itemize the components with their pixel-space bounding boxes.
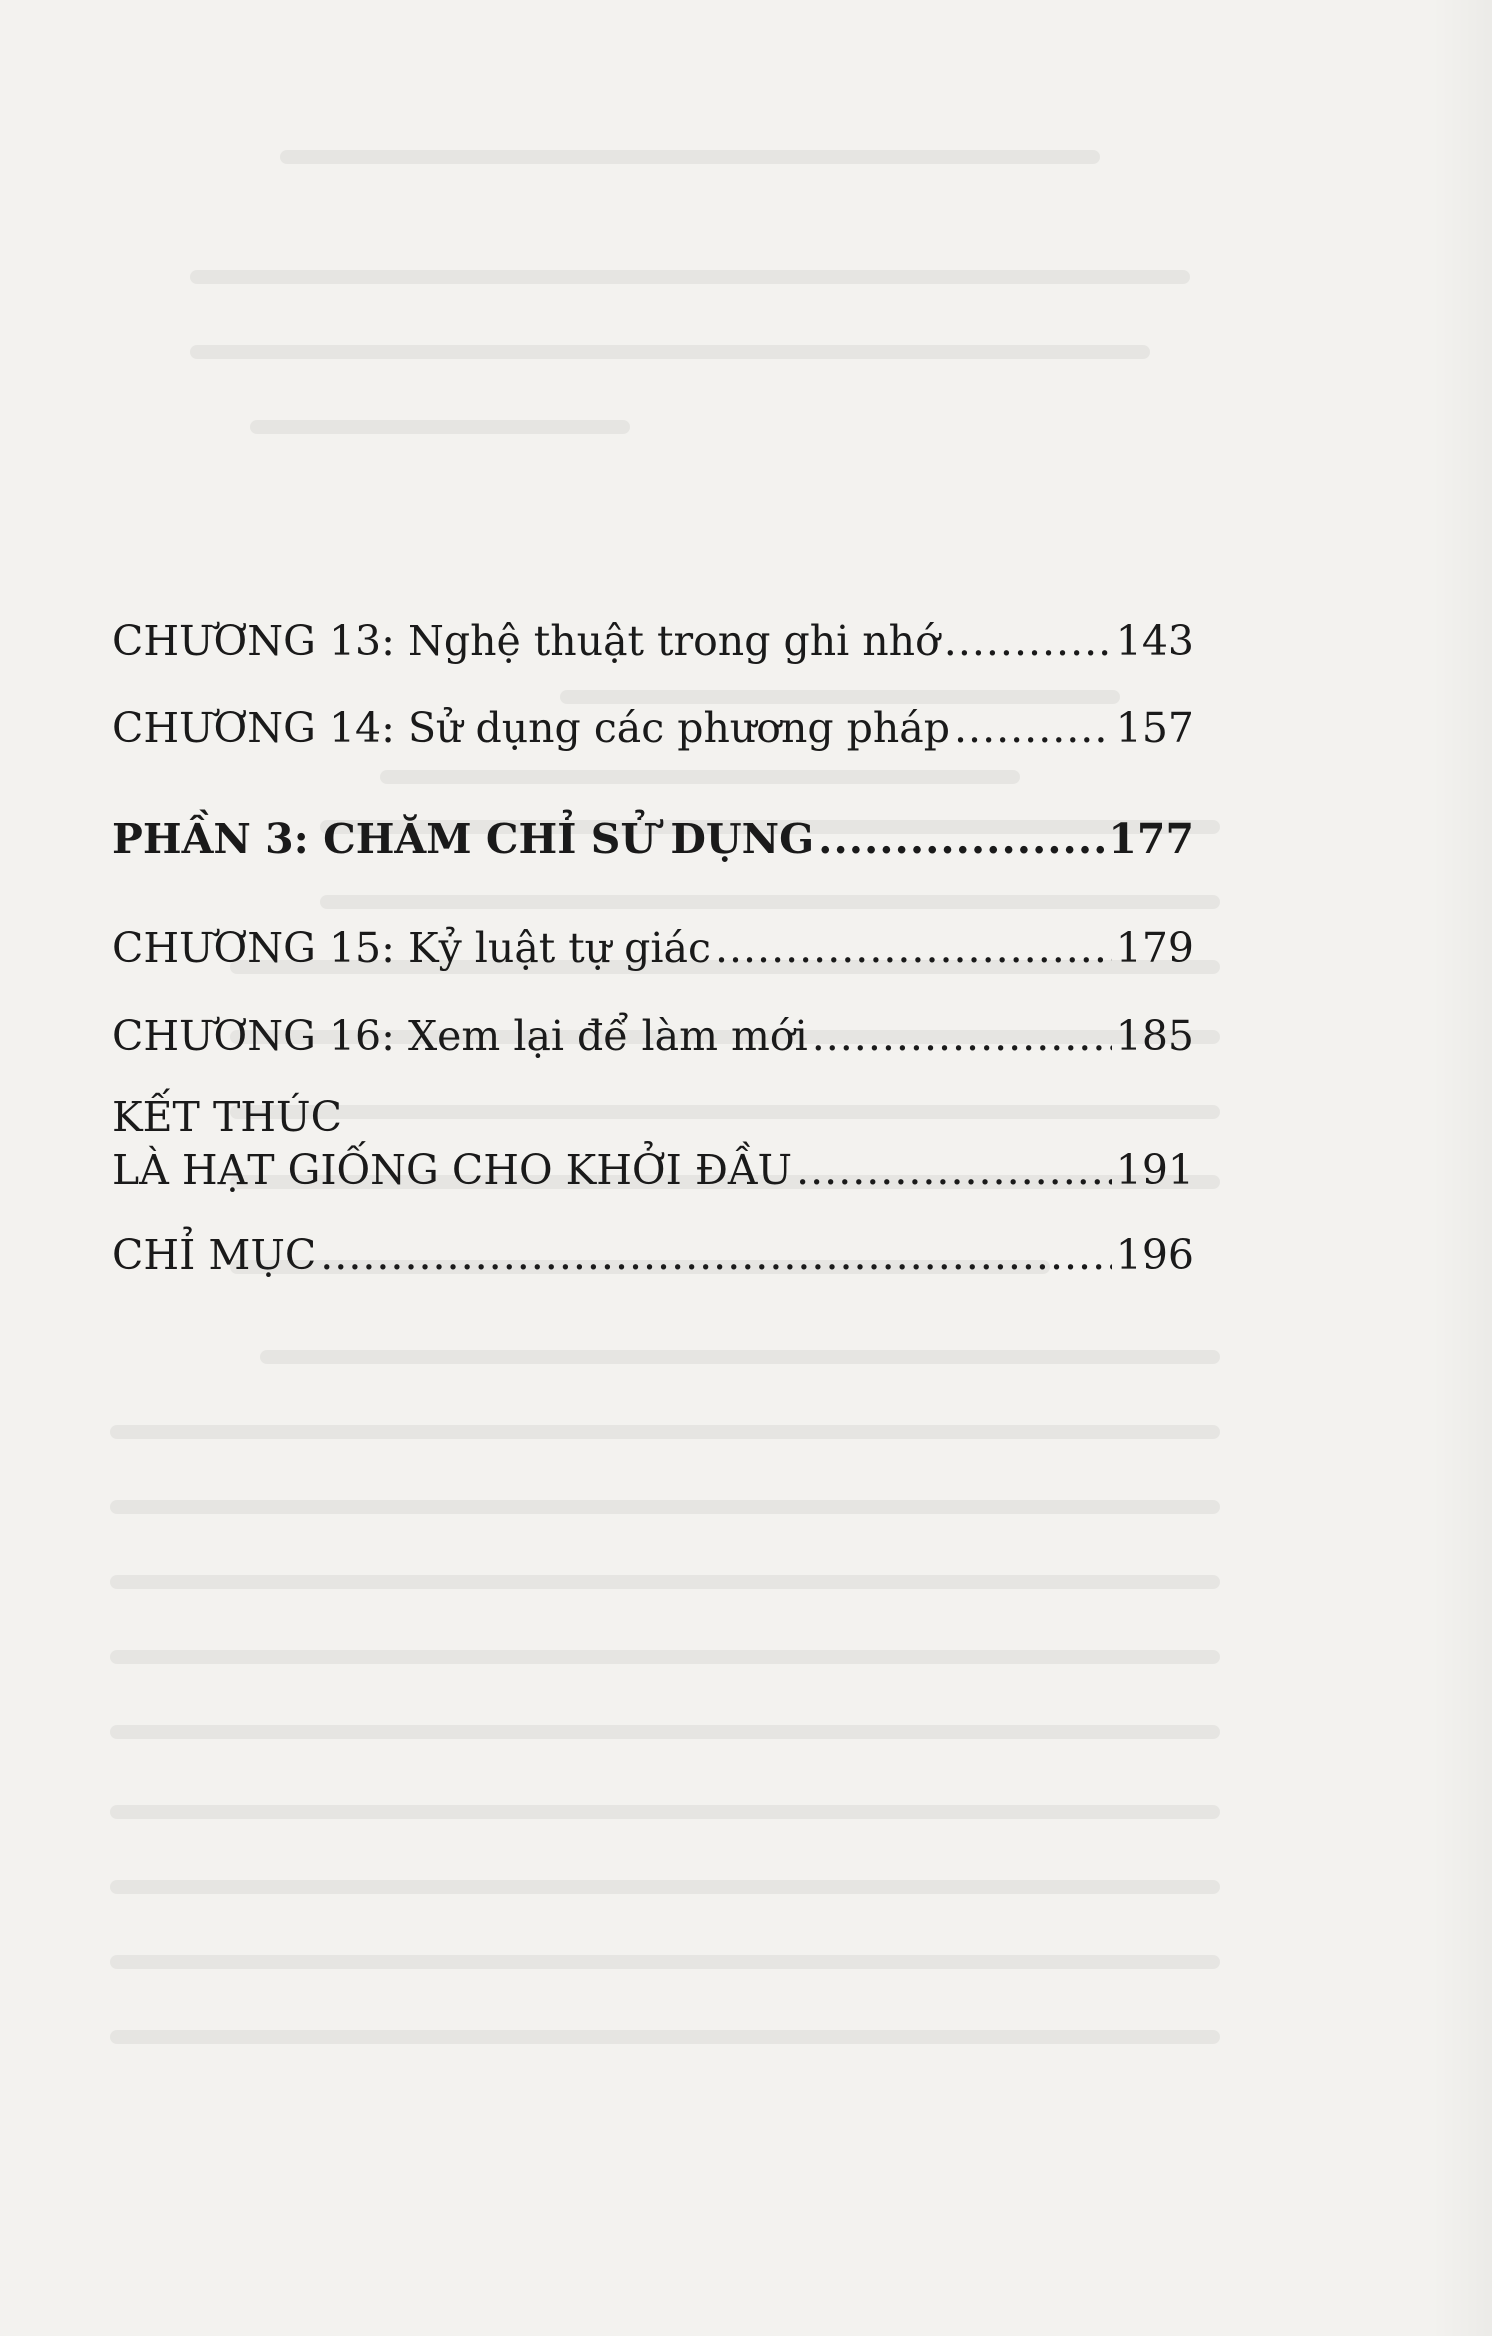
toc-entry-title: CHƯƠNG 15: Kỷ luật tự giác [112, 924, 711, 973]
toc-entry-page: 179 [1115, 924, 1194, 973]
toc-entry-title: CHƯƠNG 16: Xem lại để làm mới [112, 1011, 808, 1060]
toc-entry-chapter-16 [112, 1013, 1194, 1060]
dot-leader [715, 925, 1112, 972]
toc-entry-title: CHƯƠNG 14: Sử dụng các phương pháp [112, 704, 950, 753]
dot-leader [812, 1013, 1112, 1060]
toc-entry-title: CHƯƠNG 13: Nghệ thuật trong ghi nhớ [112, 617, 940, 665]
toc-entry-page: 177 [1108, 815, 1194, 864]
toc-entry-page: 185 [1115, 1011, 1194, 1060]
toc-entry-page: 196 [1115, 1230, 1194, 1279]
toc-entry-page: 157 [1115, 704, 1194, 753]
dot-leader [954, 705, 1112, 752]
toc-entry-title: LÀ HẠT GIỐNG CHO KHỞI ĐẦU [112, 1145, 793, 1194]
toc-entry-part-3 [112, 816, 1194, 863]
toc-entry-ending-line-1 [112, 1094, 1194, 1141]
dot-leader [796, 1147, 1112, 1194]
toc-entry-chapter-14 [112, 705, 1194, 752]
toc-entry-ending-line-2 [112, 1147, 1194, 1194]
toc-entry-page: 143 [1115, 617, 1194, 665]
toc-entry-index [112, 1232, 1194, 1279]
toc-entry-title: CHỈ MỤC [112, 1230, 317, 1279]
toc-entry-chapter-15 [112, 925, 1194, 972]
dot-leader [320, 1232, 1111, 1279]
toc-entry-page: 191 [1115, 1145, 1194, 1194]
dot-leader [944, 618, 1112, 665]
toc-entry-chapter-13 [112, 618, 1194, 665]
dot-leader [818, 816, 1104, 863]
table-of-contents [112, 618, 1194, 1279]
toc-entry-title: KẾT THÚC [112, 1092, 342, 1141]
page-edge-shadow [1432, 0, 1492, 2336]
toc-entry-title: PHẦN 3: CHĂM CHỈ SỬ DỤNG [112, 815, 815, 864]
